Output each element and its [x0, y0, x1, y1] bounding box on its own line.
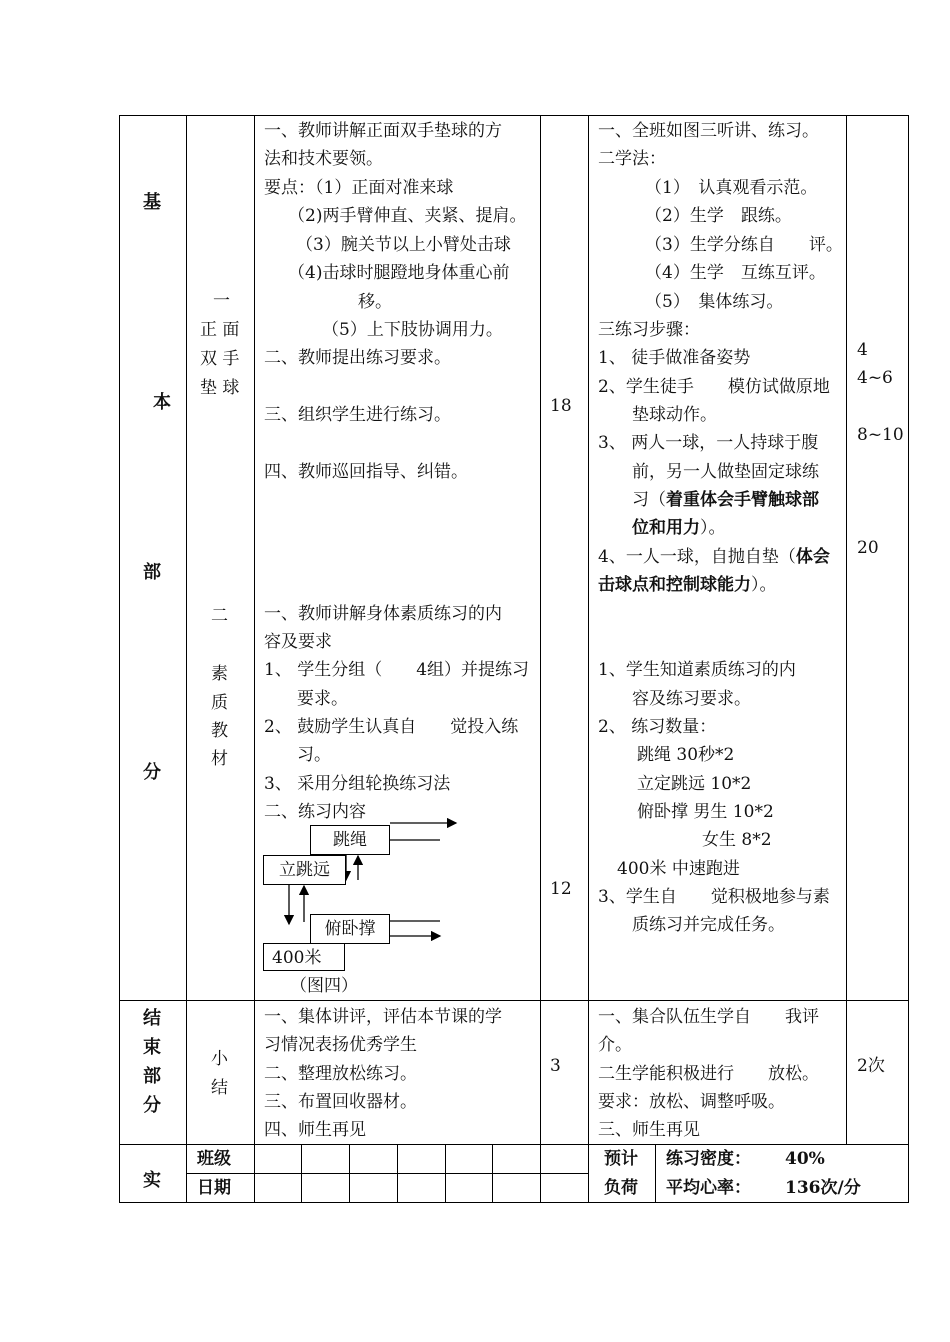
teacher-line: 一、教师讲解正面双手垫球的方 — [264, 121, 502, 141]
time-part2: 12 — [550, 879, 572, 899]
student-line: 三练习步骤： — [598, 320, 700, 340]
teacher-line: 要点：（1）正面对准来球 — [264, 178, 454, 198]
footer-heart-value: 136次/分 — [785, 1178, 861, 1198]
diagram-box-400m: 400米 — [263, 943, 345, 971]
teacher-line: （3）腕关节以上小臂处击球 — [296, 235, 511, 255]
student-line: （1） 认真观看示范。 — [645, 178, 818, 198]
item2-label-1: 素 — [211, 664, 228, 684]
student-line: 1、学生知道素质练习的内 — [598, 660, 796, 680]
item2-label-2: 质 — [211, 693, 228, 713]
item2-number: 二 — [211, 606, 228, 626]
student-ending-line: 一、集合队伍生学自 我评 — [598, 1007, 819, 1027]
item1-label-2: 双 手 — [200, 349, 240, 369]
teacher-ending-line: 一、集体讲评，评估本节课的学 — [264, 1007, 502, 1027]
student-line: （3）生学分练自 评。 — [645, 235, 843, 255]
diagram-box-jump-rope: 跳绳 — [310, 825, 390, 855]
count-ending: 2次 — [857, 1056, 885, 1076]
time-part1: 18 — [550, 396, 572, 416]
count-value: 4~6 — [857, 368, 893, 388]
teacher-line: 习。 — [297, 745, 331, 765]
teacher-line: 3、 采用分组轮换练习法 — [264, 774, 451, 794]
item1-label-3: 垫 球 — [200, 378, 240, 398]
teacher-line: 移。 — [358, 292, 392, 312]
count-value: 4 — [857, 340, 868, 360]
teacher-line: 一、教师讲解身体素质练习的内 — [264, 604, 502, 624]
teacher-ending-line: 二、整理放松练习。 — [264, 1064, 417, 1084]
student-line: 一、全班如图三听讲、练习。 — [598, 121, 819, 141]
teacher-ending-line: 习情况表扬优秀学生 — [264, 1035, 417, 1055]
student-line: （4）生学 互练互评。 — [645, 263, 826, 283]
student-line: 跳绳 30秒*2 — [637, 745, 735, 765]
student-ending-line: 三、师生再见 — [598, 1120, 700, 1140]
footer-load-label: 预计 负荷 — [604, 1149, 638, 1198]
student-line: 1、 徒手做准备姿势 — [598, 348, 751, 368]
item2-label-3: 教 — [211, 721, 228, 741]
footer-density-label: 练习密度： — [666, 1149, 751, 1169]
student-line: （5） 集体练习。 — [645, 292, 784, 312]
student-line: 400米 中速跑进 — [617, 859, 740, 879]
section-basic-char-3: 部 — [143, 562, 161, 583]
footer-heart-label: 平均心率： — [666, 1178, 751, 1198]
student-ending-line: 介。 — [598, 1035, 632, 1055]
teacher-line: （5）上下肢协调用力。 — [322, 320, 503, 340]
teacher-line: 要求。 — [297, 689, 348, 709]
diagram-box-long-jump: 立跳远 — [263, 855, 346, 885]
teacher-line: （4)击球时腿蹬地身体重心前 — [288, 263, 510, 283]
section-basic-char-1: 基 — [143, 192, 161, 213]
time-ending: 3 — [550, 1056, 561, 1076]
student-line: 垫球动作。 — [632, 405, 717, 425]
footer-density-value: 40% — [785, 1149, 825, 1169]
student-line-mixed: 习（着重体会手臂触球部 — [632, 490, 819, 510]
item2-label-4: 材 — [211, 749, 228, 769]
teacher-line: 1、 学生分组（ 4组）并提练习 — [264, 660, 530, 680]
summary-label-1: 小 — [211, 1049, 228, 1069]
student-line: 二学法： — [598, 149, 666, 169]
item1-number: 一 — [213, 291, 230, 311]
diagram-caption: （图四） — [290, 976, 358, 996]
teacher-line: 二、教师提出练习要求。 — [264, 348, 451, 368]
teacher-ending-line: 四、师生再见 — [264, 1120, 366, 1140]
student-line: 质练习并完成任务。 — [632, 915, 785, 935]
student-line: 容及练习要求。 — [632, 689, 751, 709]
student-line: 立定跳远 10*2 — [637, 774, 752, 794]
student-line: 2、 练习数量： — [598, 717, 717, 737]
count-value: 20 — [857, 538, 879, 558]
student-ending-line: 二生学能积极进行 放松。 — [598, 1064, 819, 1084]
student-line: 女生 8*2 — [702, 830, 772, 850]
student-line-mixed: 4、一人一球，自抛自垫（体会 — [598, 547, 830, 567]
section-basic-char-4: 分 — [143, 762, 161, 783]
teacher-line: 法和技术要领。 — [264, 149, 383, 169]
student-line: 2、学生徒手 模仿试做原地 — [598, 377, 830, 397]
diagram-box-pushup: 俯卧撑 — [310, 914, 390, 944]
student-line-mixed: 位和用力）。 — [632, 518, 726, 538]
student-line: （2）生学 跟练。 — [645, 206, 792, 226]
student-line: 俯卧撑 男生 10*2 — [637, 802, 774, 822]
item1-label-1: 正 面 — [200, 320, 240, 340]
teacher-line: 2、 鼓励学生认真自 觉投入练 — [264, 717, 519, 737]
summary-label-2: 结 — [211, 1078, 228, 1098]
teacher-line: （2)两手臂伸直、夹紧、提肩。 — [288, 206, 527, 226]
student-line-mixed: 击球点和控制球能力）。 — [598, 575, 777, 595]
teacher-line: 三、组织学生进行练习。 — [264, 405, 451, 425]
teacher-line: 容及要求 — [264, 632, 332, 652]
student-line: 3、 两人一球，一人持球于腹 — [598, 433, 819, 453]
teacher-ending-line: 三、布置回收器材。 — [264, 1092, 417, 1112]
footer-class-label: 班级 — [197, 1149, 231, 1169]
section-ending: 结 束 部 分 — [143, 1008, 161, 1116]
footer-date-label: 日期 — [197, 1178, 231, 1198]
student-line: 3、学生自 觉积极地参与素 — [598, 887, 830, 907]
student-ending-line: 要求：放松、调整呼吸。 — [598, 1092, 785, 1112]
section-basic-char-2: 本 — [153, 392, 171, 413]
section-shi: 实 — [143, 1170, 161, 1191]
teacher-line: 二、练习内容 — [264, 802, 366, 822]
student-line: 前，另一人做垫固定球练 — [632, 462, 819, 482]
count-value: 8~10 — [857, 425, 904, 445]
teacher-line: 四、教师巡回指导、纠错。 — [264, 462, 468, 482]
